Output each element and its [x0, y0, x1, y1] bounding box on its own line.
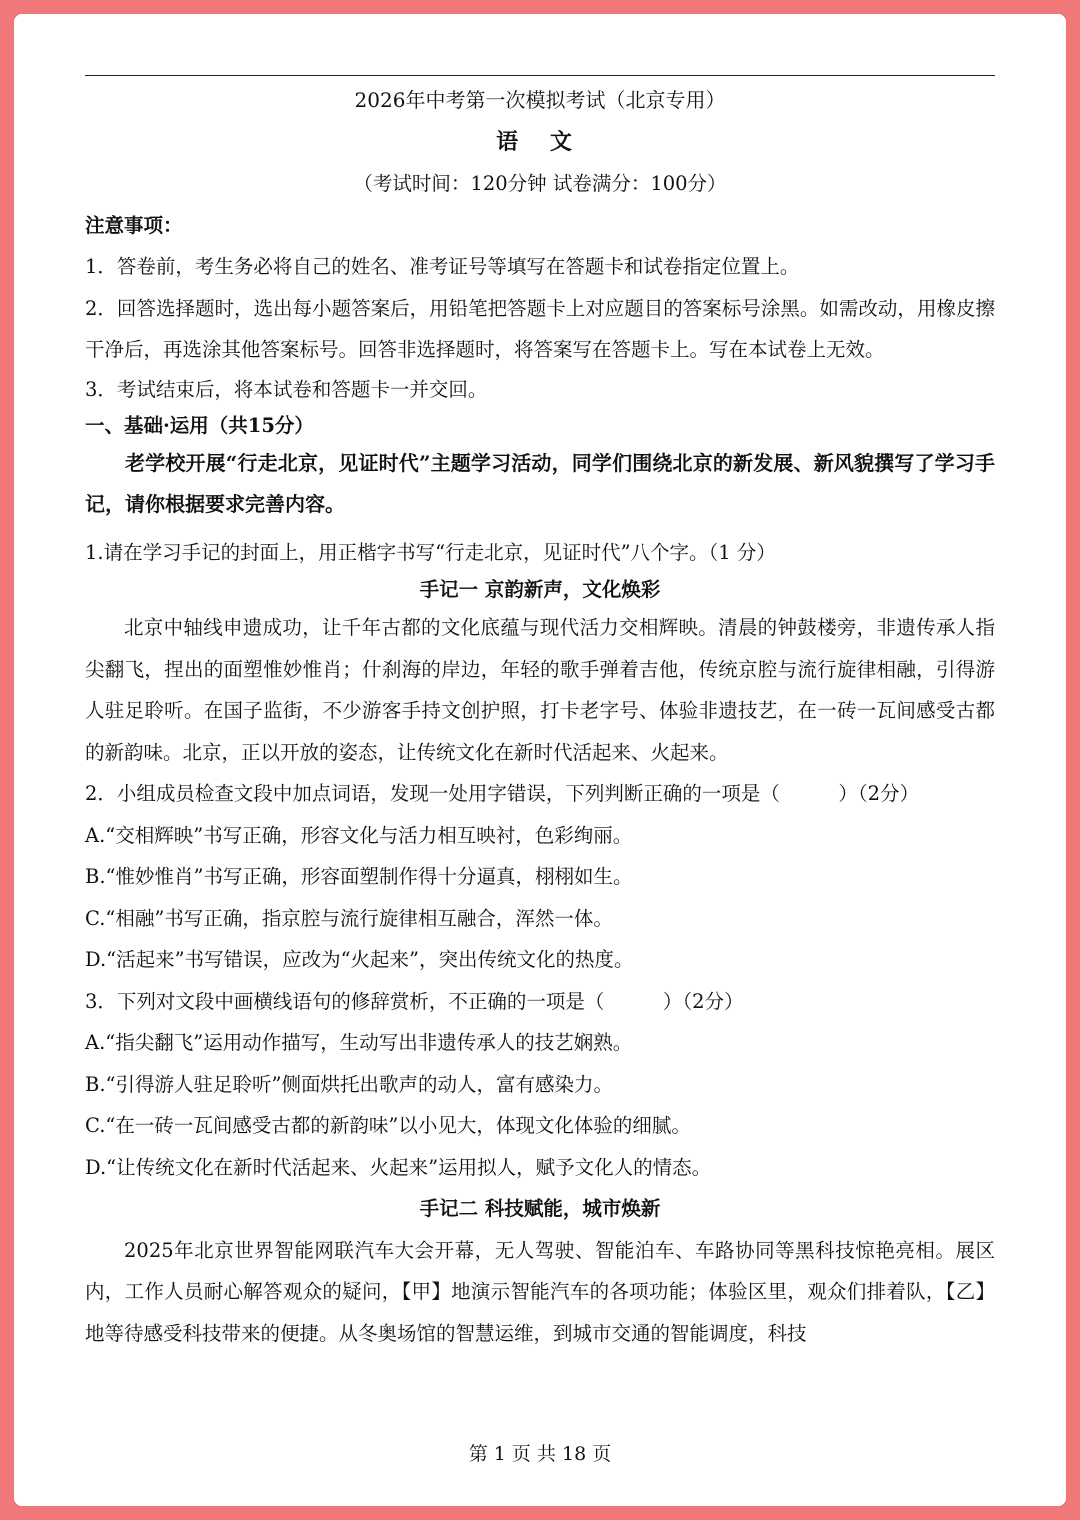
question-2-option-a: A.“交相辉映”书写正确，形容文化与活力相互映衬，色彩绚丽。	[85, 823, 633, 847]
question-3-option-b: B.“引得游人驻足聆听”侧面烘托出歌声的动人，富有感染力。	[85, 1072, 613, 1096]
exam-title: 2026年中考第一次模拟考试（北京专用）	[354, 88, 726, 112]
section-heading: 一、基础·运用（共15分）	[85, 413, 314, 437]
note1-body: 北京中轴线申遗成功，让千年古都的文化底蕴与现代活力交相辉映。清晨的钟鼓楼旁，非遗传承人指尖翻飞，捏出的面塑惟妙惟肖；什刹海的岸边，年轻的歌手弹着吉他，传统京腔与流行旋律相融，引得游人驻足聆听。在国子监街，不少游客手持文创护照，打卡老字号、体验非遗技艺，在一砖一瓦间感受古都的新韵味。北京，正以开放的姿态，让传统文化在新时代活起来、火起来。	[85, 616, 995, 764]
page-footer: 第 1 页 共 18 页	[468, 1443, 612, 1465]
exam-page	[14, 14, 1066, 1506]
note2-body: 2025年北京世界智能网联汽车大会开幕，无人驾驶、智能泊车、车路协同等黑科技惊艳亮相。展区内，工作人员耐心解答观众的疑问，【甲】地演示智能汽车的各项功能；体验区里，观众们排着队，【乙】地等待感受科技带来的便捷。从冬奥场馆的智慧运维，到城市交通的智能调度，科技	[85, 1238, 995, 1345]
question-2-option-b: B.“惟妙惟肖”书写正确，形容面塑制作得十分逼真，栩栩如生。	[85, 865, 633, 888]
question-1: 1.请在学习手记的封面上，用正楷字书写“行走北京，见证时代”八个字。（1 分）	[85, 540, 776, 564]
question-3-stem: 3．下列对文段中画横线语句的修辞赏析，不正确的一项是（ ）（2分）	[85, 989, 744, 1013]
question-2-stem: 2．小组成员检查文段中加点词语，发现一处用字错误，下列判断正确的一项是（ ）（2分）	[85, 782, 920, 805]
notice-item-2: 2．回答选择题时，选出每小题答案后，用铅笔把答题卡上对应题目的答案标号涂黑。如需改动，用橡皮擦干净后，再选涂其他答案标号。回答非选择题时，将答案写在答题卡上。写在本试卷上无效。	[85, 296, 995, 361]
notice-item-1: 1．答卷前，考生务必将自己的姓名、准考证号等填写在答题卡和试卷指定位置上。	[85, 255, 800, 278]
page-content	[85, 80, 995, 1354]
exam-info: （考试时间：120分钟 试卷满分：100分）	[353, 172, 727, 195]
section-intro: 老学校开展“行走北京，见证时代”主题学习活动，同学们围绕北京的新发展、新风貌撰写了学习手记，请你根据要求完善内容。	[85, 450, 995, 516]
note1-title: 手记一 京韵新声，文化焕彩	[419, 578, 661, 601]
header-rule	[85, 75, 995, 76]
question-3-option-c: C.“在一砖一瓦间感受古都的新韵味”以小见大，体现文化体验的细腻。	[85, 1114, 691, 1137]
subject-title: 语 文	[496, 128, 584, 155]
note2-title: 手记二 科技赋能，城市焕新	[419, 1197, 661, 1220]
question-2-option-c: C.“相融”书写正确，指京腔与流行旋律相互融合，浑然一体。	[85, 906, 613, 930]
notice-item-3: 3．考试结束后，将本试卷和答题卡一并交回。	[85, 377, 488, 401]
question-3-option-d: D.“让传统文化在新时代活起来、火起来”运用拟人，赋予文化人的情态。	[85, 1155, 712, 1179]
question-2-option-d: D.“活起来”书写错误，应改为“火起来”，突出传统文化的热度。	[85, 948, 634, 971]
question-3-option-a: A.“指尖翻飞”运用动作描写，生动写出非遗传承人的技艺娴熟。	[85, 1031, 633, 1054]
notice-heading: 注意事项：	[85, 213, 183, 237]
